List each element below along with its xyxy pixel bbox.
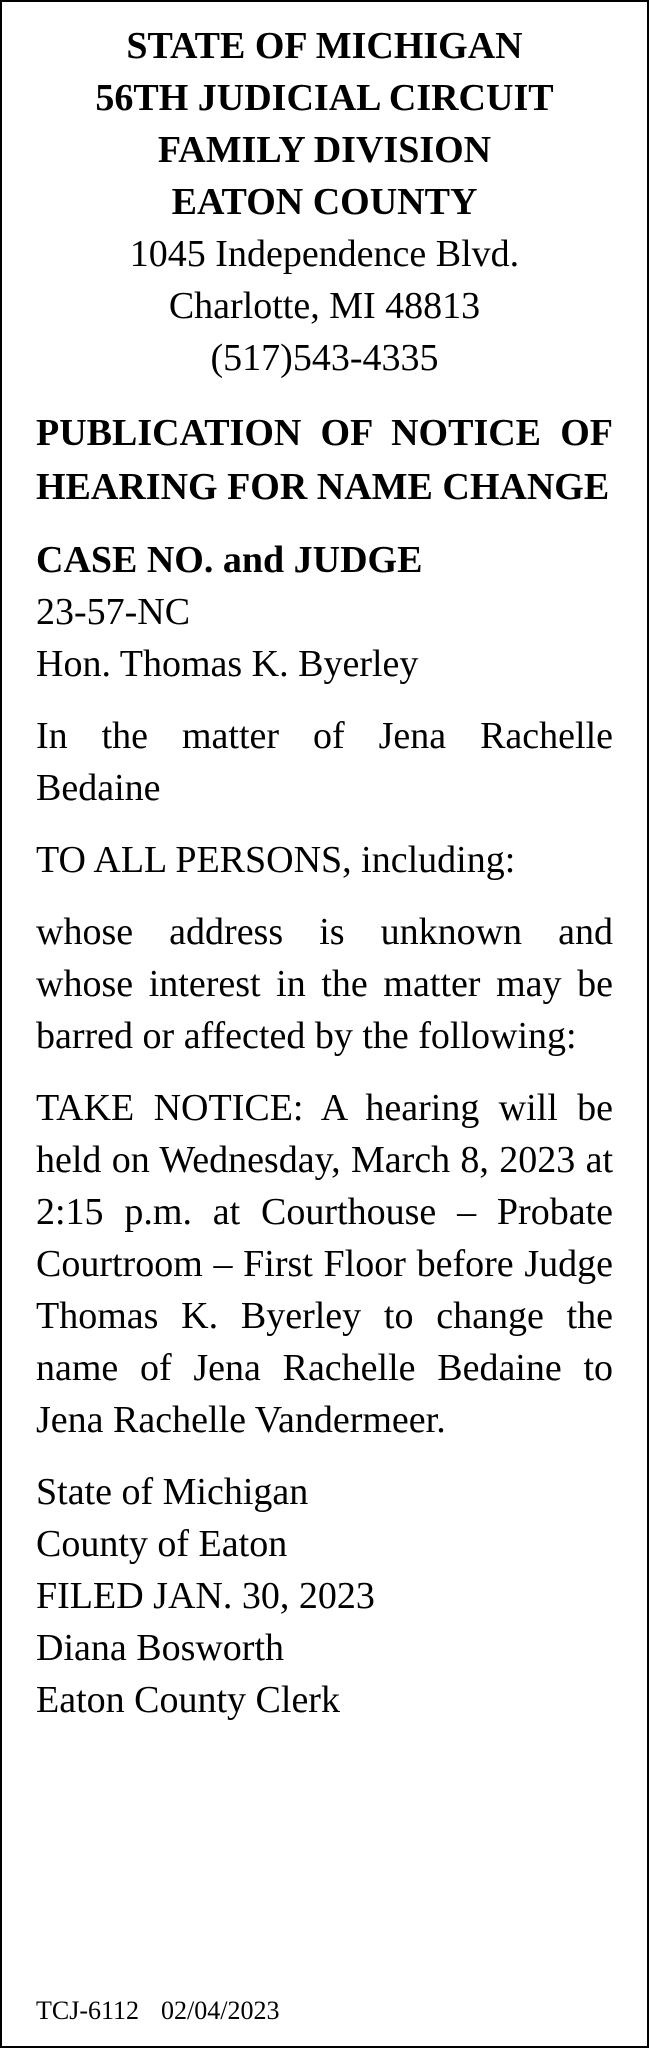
whose-address-text: whose address is unknown and whose interest in the matter may be barred or affected by the following: [36, 911, 613, 1057]
notice-title: PUBLICATION OF NOTICE OF HEARING FOR NAME CHANGE [36, 412, 613, 508]
clerk-name: Diana Bosworth [36, 1627, 285, 1669]
court-county: EATON COUNTY [171, 181, 478, 223]
court-division: FAMILY DIVISION [157, 129, 492, 171]
take-notice-text: TAKE NOTICE: A hearing will be held on Wednesday, March 8, 2023 at 2:15 p.m. at Courthouse – Probate Courtroom – First Floor before Judge Thomas K. Byerley to change the name of Jena Rachelle Bedaine to Jena Rachelle Vandermeer. [36, 1087, 613, 1441]
filing-county: County of Eaton [36, 1523, 288, 1565]
publication-footer [36, 1994, 302, 2028]
footer-date: 02/04/2023 [161, 1996, 280, 2025]
case-number: 23-57-NC [36, 591, 191, 633]
clerk-title: Eaton County Clerk [36, 1679, 340, 1721]
case-judge: Hon. Thomas K. Byerley [36, 643, 419, 685]
filing-state: State of Michigan [36, 1471, 309, 1513]
filing-date: FILED JAN. 30, 2023 [36, 1575, 375, 1617]
matter-text: In the matter of Jena Rachelle Bedaine [36, 715, 613, 809]
case-info [36, 534, 613, 690]
footer-ref: TCJ-6112 [36, 1996, 140, 2025]
court-street: 1045 Independence Blvd. [129, 233, 520, 275]
to-all-persons: TO ALL PERSONS, including: [36, 839, 516, 881]
court-header [36, 20, 613, 384]
court-circuit: 56TH JUDICIAL CIRCUIT [95, 77, 554, 119]
court-city: Charlotte, MI 48813 [168, 285, 481, 327]
court-state: STATE OF MICHIGAN [126, 25, 523, 67]
case-label: CASE NO. and JUDGE [36, 539, 423, 581]
court-phone: (517)543-4335 [210, 337, 439, 379]
filing-info [36, 1466, 613, 1726]
